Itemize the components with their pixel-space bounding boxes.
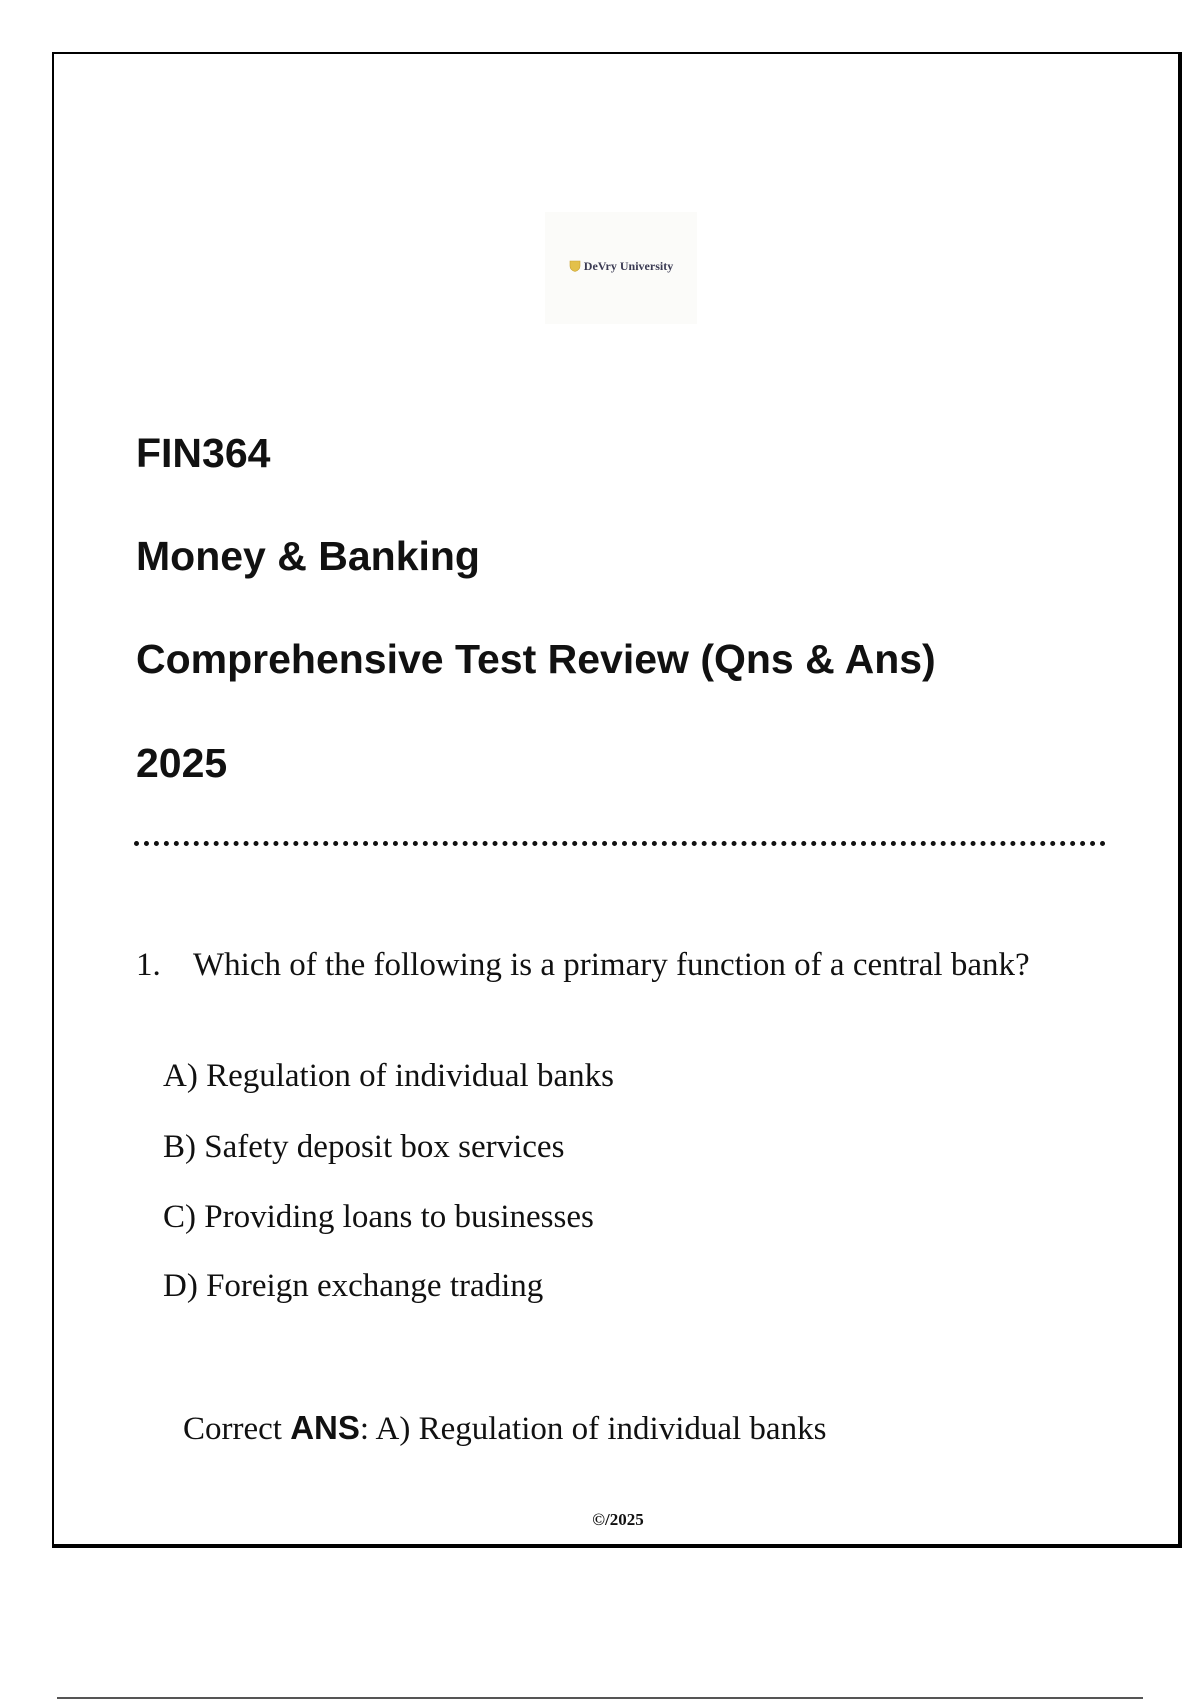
option-c: C) Providing loans to businesses xyxy=(163,1199,594,1235)
option-a: A) Regulation of individual banks xyxy=(163,1058,614,1094)
course-code: FIN364 xyxy=(136,430,271,476)
dotted-divider xyxy=(134,841,1106,846)
correct-answer xyxy=(183,1409,826,1448)
answer-separator: : xyxy=(359,1411,370,1447)
option-d: D) Foreign exchange trading xyxy=(163,1268,544,1304)
answer-value: A) Regulation of individual banks xyxy=(369,1411,827,1447)
shield-icon xyxy=(569,260,581,272)
document-year: 2025 xyxy=(136,740,228,786)
question-text: Which of the following is a primary function of a central bank? xyxy=(193,947,1030,983)
answer-keyword: ANS xyxy=(290,1409,360,1446)
logo-text: DeVry University xyxy=(583,258,674,273)
question-text-block xyxy=(136,943,1056,987)
logo-content xyxy=(569,259,673,274)
option-b: B) Safety deposit box services xyxy=(163,1129,565,1165)
document-title: Comprehensive Test Review (Qns & Ans) xyxy=(136,636,936,682)
copyright-notice: ©/2025 xyxy=(592,1510,644,1529)
question-number: 1. xyxy=(136,947,161,983)
course-name: Money & Banking xyxy=(136,533,480,579)
answer-prefix: Correct xyxy=(183,1411,291,1447)
bottom-rule xyxy=(57,1697,1143,1699)
university-logo xyxy=(545,212,697,324)
